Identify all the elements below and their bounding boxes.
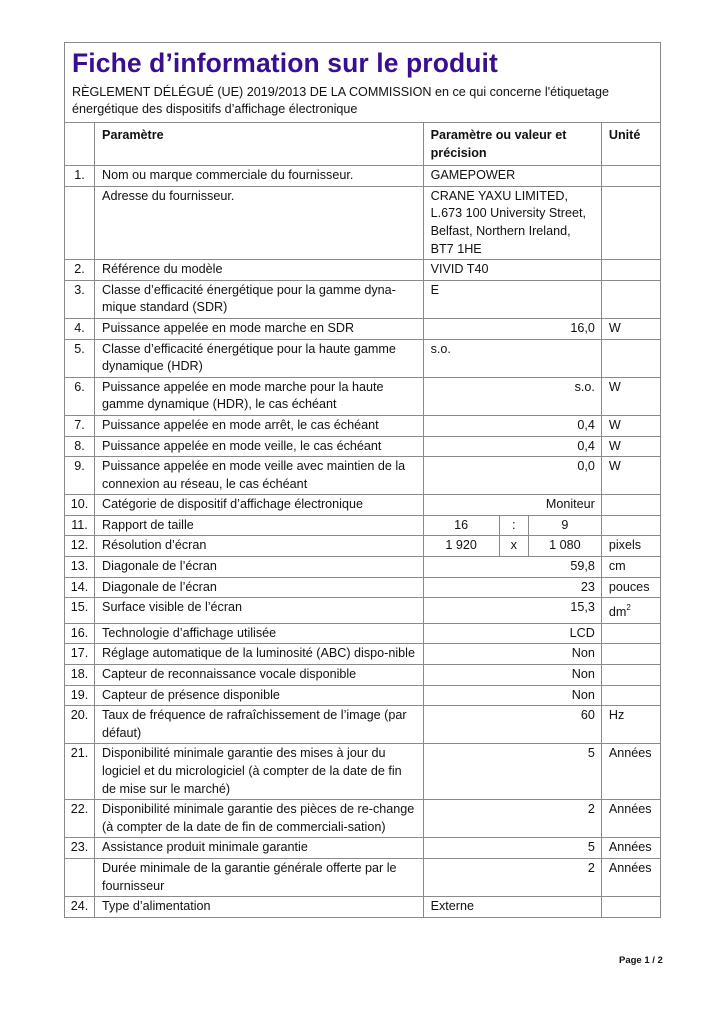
row-unit: W — [601, 318, 660, 339]
row-value: 5 — [423, 838, 601, 859]
table-row — [65, 744, 661, 800]
row-parameter: Nom ou marque commerciale du fournisseur. — [95, 166, 424, 187]
table-row — [65, 318, 661, 339]
row-unit: W — [601, 457, 660, 495]
row-unit: W — [601, 415, 660, 436]
table-row — [65, 536, 661, 557]
row-number: 1. — [65, 166, 95, 187]
table-row — [65, 495, 661, 516]
row-unit — [601, 339, 660, 377]
row-unit: Années — [601, 800, 660, 838]
table-row — [65, 557, 661, 578]
page-number: Page 1 / 2 — [619, 955, 663, 966]
row-value: Moniteur — [423, 495, 601, 516]
row-unit: W — [601, 377, 660, 415]
row-unit: Hz — [601, 706, 660, 744]
row-number: 24. — [65, 897, 95, 918]
row-value: Non — [423, 665, 601, 686]
table-header-row — [65, 123, 661, 166]
unit-text: dm — [608, 605, 627, 620]
table-row — [65, 186, 661, 259]
row-unit: Années — [601, 858, 660, 896]
row-number: 14. — [65, 577, 95, 598]
row-parameter: Réglage automatique de la luminosité (ABC) dispo-nible — [95, 644, 424, 665]
unit-superscript: 2 — [626, 603, 631, 613]
row-number: 7. — [65, 415, 95, 436]
row-value: 23 — [423, 577, 601, 598]
table-row — [65, 166, 661, 187]
row-parameter: Type d’alimentation — [95, 897, 424, 918]
row-number: 20. — [65, 706, 95, 744]
table-row — [65, 685, 661, 706]
row-number: 12. — [65, 536, 95, 557]
table-row — [65, 665, 661, 686]
row-unit — [601, 495, 660, 516]
row-number — [65, 186, 95, 259]
row-number: 21. — [65, 744, 95, 800]
row-unit: pixels — [601, 536, 660, 557]
row-number: 4. — [65, 318, 95, 339]
row-unit — [601, 166, 660, 187]
row-value-first: 16 — [423, 515, 499, 536]
table-row — [65, 623, 661, 644]
product-table — [64, 122, 661, 918]
row-value-first: 1 920 — [423, 536, 499, 557]
row-number: 3. — [65, 280, 95, 318]
row-value-separator: x — [499, 536, 528, 557]
row-value: 59,8 — [423, 557, 601, 578]
row-parameter: Capteur de présence disponible — [95, 685, 424, 706]
table-row — [65, 339, 661, 377]
row-parameter: Diagonale de l’écran — [95, 577, 424, 598]
row-value: s.o. — [423, 377, 601, 415]
row-unit — [601, 644, 660, 665]
row-number: 16. — [65, 623, 95, 644]
row-number: 15. — [65, 598, 95, 624]
table-row — [65, 377, 661, 415]
row-value: Non — [423, 644, 601, 665]
row-value: 2 — [423, 858, 601, 896]
row-number: 6. — [65, 377, 95, 415]
header-parameter: Paramètre — [95, 123, 424, 166]
product-information-sheet — [64, 42, 661, 918]
row-parameter: Durée minimale de la garantie générale offerte par le fournisseur — [95, 858, 424, 896]
row-parameter: Adresse du fournisseur. — [95, 186, 424, 259]
row-unit — [601, 186, 660, 259]
row-unit — [601, 685, 660, 706]
table-row — [65, 436, 661, 457]
table-row — [65, 897, 661, 918]
row-unit: W — [601, 436, 660, 457]
row-unit: pouces — [601, 577, 660, 598]
row-value-separator: : — [499, 515, 528, 536]
row-parameter: Capteur de reconnaissance vocale disponible — [95, 665, 424, 686]
row-value: CRANE YAXU LIMITED, L.673 100 University Street, Belfast, Northern Ireland, BT7 1HE — [423, 186, 601, 259]
row-value: VIVID T40 — [423, 260, 601, 281]
row-parameter: Catégorie de dispositif d’affichage électronique — [95, 495, 424, 516]
table-row — [65, 457, 661, 495]
row-number: 5. — [65, 339, 95, 377]
row-parameter: Diagonale de l’écran — [95, 557, 424, 578]
table-row — [65, 644, 661, 665]
table-row — [65, 858, 661, 896]
row-parameter: Puissance appelée en mode marche en SDR — [95, 318, 424, 339]
header-value: Paramètre ou valeur et précision — [423, 123, 601, 166]
row-number: 18. — [65, 665, 95, 686]
table-row — [65, 415, 661, 436]
page-title: Fiche d’information sur le produit — [72, 48, 498, 78]
row-parameter: Rapport de taille — [95, 515, 424, 536]
row-parameter: Disponibilité minimale garantie des mises à jour du logiciel et du micrologiciel (à compter de la date de fin de mise sur le marché) — [95, 744, 424, 800]
row-parameter: Puissance appelée en mode marche pour la haute gamme dynamique (HDR), le cas échéant — [95, 377, 424, 415]
row-number: 11. — [65, 515, 95, 536]
row-value: Non — [423, 685, 601, 706]
row-number: 9. — [65, 457, 95, 495]
row-number: 10. — [65, 495, 95, 516]
row-number: 8. — [65, 436, 95, 457]
row-value: Externe — [423, 897, 601, 918]
row-value: GAMEPOWER — [423, 166, 601, 187]
table-row — [65, 598, 661, 624]
row-unit — [601, 280, 660, 318]
row-value-second: 9 — [528, 515, 601, 536]
row-value: 0,4 — [423, 436, 601, 457]
row-unit — [601, 515, 660, 536]
table-row — [65, 800, 661, 838]
row-value: E — [423, 280, 601, 318]
table-row — [65, 260, 661, 281]
row-number: 13. — [65, 557, 95, 578]
row-parameter: Puissance appelée en mode arrêt, le cas échéant — [95, 415, 424, 436]
row-number: 22. — [65, 800, 95, 838]
table-row — [65, 515, 661, 536]
row-parameter: Puissance appelée en mode veille avec maintien de la connexion au réseau, le cas échéant — [95, 457, 424, 495]
row-number: 17. — [65, 644, 95, 665]
row-value: 60 — [423, 706, 601, 744]
row-parameter: Résolution d’écran — [95, 536, 424, 557]
row-parameter: Taux de fréquence de rafraîchissement de l’image (par défaut) — [95, 706, 424, 744]
row-unit: Années — [601, 744, 660, 800]
row-unit — [601, 665, 660, 686]
row-unit: cm — [601, 557, 660, 578]
row-value-second: 1 080 — [528, 536, 601, 557]
row-unit — [601, 598, 660, 624]
row-value: 2 — [423, 800, 601, 838]
row-number: 23. — [65, 838, 95, 859]
table-row — [65, 577, 661, 598]
row-value: 0,4 — [423, 415, 601, 436]
row-number — [65, 858, 95, 896]
row-value: 16,0 — [423, 318, 601, 339]
table-row — [65, 838, 661, 859]
row-value: s.o. — [423, 339, 601, 377]
row-value: LCD — [423, 623, 601, 644]
row-number: 2. — [65, 260, 95, 281]
row-value: 0,0 — [423, 457, 601, 495]
row-parameter: Classe d’efficacité énergétique pour la haute gamme dynamique (HDR) — [95, 339, 424, 377]
row-unit — [601, 260, 660, 281]
row-parameter: Classe d’efficacité énergétique pour la gamme dyna-mique standard (SDR) — [95, 280, 424, 318]
row-unit — [601, 897, 660, 918]
header-num — [65, 123, 95, 166]
row-parameter: Technologie d’affichage utilisée — [95, 623, 424, 644]
regulation-subtitle: RÈGLEMENT DÉLÉGUÉ (UE) 2019/2013 DE LA COMMISSION en ce qui concerne l'étiquetage énergétique des dispositifs d’affichage électronique — [72, 85, 609, 116]
row-parameter: Référence du modèle — [95, 260, 424, 281]
row-value: 15,3 — [423, 598, 601, 624]
row-parameter: Surface visible de l’écran — [95, 598, 424, 624]
row-value: 5 — [423, 744, 601, 800]
table-row — [65, 280, 661, 318]
row-unit: Années — [601, 838, 660, 859]
table-row — [65, 706, 661, 744]
row-parameter: Assistance produit minimale garantie — [95, 838, 424, 859]
row-parameter: Disponibilité minimale garantie des pièces de re-change (à compter de la date de fin de commerciali-sation) — [95, 800, 424, 838]
header-unit: Unité — [601, 123, 660, 166]
row-unit — [601, 623, 660, 644]
row-number: 19. — [65, 685, 95, 706]
row-parameter: Puissance appelée en mode veille, le cas échéant — [95, 436, 424, 457]
